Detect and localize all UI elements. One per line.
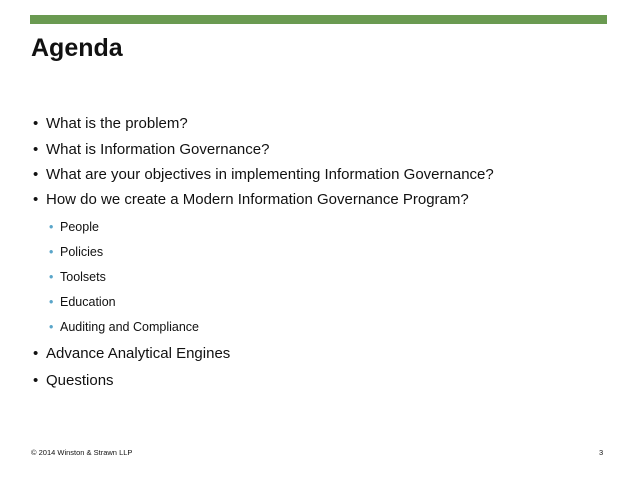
bullet-icon: • [33, 115, 39, 132]
top-accent-bar [30, 15, 607, 24]
agenda-sub-item-text: Education [60, 295, 116, 309]
agenda-sub-item-text: Toolsets [60, 270, 106, 284]
sub-bullet-icon: • [49, 245, 54, 259]
slide-title: Agenda [31, 34, 123, 62]
agenda-sub-item [49, 294, 116, 310]
agenda-sub-item-text: Auditing and Compliance [60, 320, 199, 334]
footer-copyright: © 2014 Winston & Strawn LLP [31, 448, 133, 457]
agenda-item [33, 345, 230, 363]
sub-bullet-icon: • [49, 220, 54, 234]
agenda-item [33, 115, 188, 133]
agenda-item [33, 191, 469, 209]
agenda-item-text: What are your objectives in implementing Information Governance? [46, 166, 494, 183]
bullet-icon: • [33, 166, 39, 183]
agenda-item-text: Advance Analytical Engines [46, 345, 231, 362]
sub-bullet-icon: • [49, 320, 54, 334]
agenda-sub-item [49, 219, 99, 235]
bullet-icon: • [33, 372, 39, 389]
bullet-icon: • [33, 141, 39, 158]
agenda-sub-item [49, 319, 199, 335]
agenda-item [33, 372, 114, 390]
agenda-sub-item [49, 269, 106, 285]
agenda-item-text: Questions [46, 372, 114, 389]
agenda-item [33, 141, 269, 159]
bullet-icon: • [33, 191, 39, 208]
sub-bullet-icon: • [49, 270, 54, 284]
agenda-item-text: What is Information Governance? [46, 141, 270, 158]
agenda-item-text: What is the problem? [46, 115, 188, 132]
page-number: 3 [599, 448, 604, 457]
agenda-sub-item [49, 244, 103, 260]
agenda-item-text: How do we create a Modern Information Governance Program? [46, 191, 469, 208]
agenda-sub-item-text: Policies [60, 245, 104, 259]
agenda-item [33, 166, 494, 184]
sub-bullet-icon: • [49, 295, 54, 309]
bullet-icon: • [33, 345, 39, 362]
agenda-sub-item-text: People [60, 220, 99, 234]
